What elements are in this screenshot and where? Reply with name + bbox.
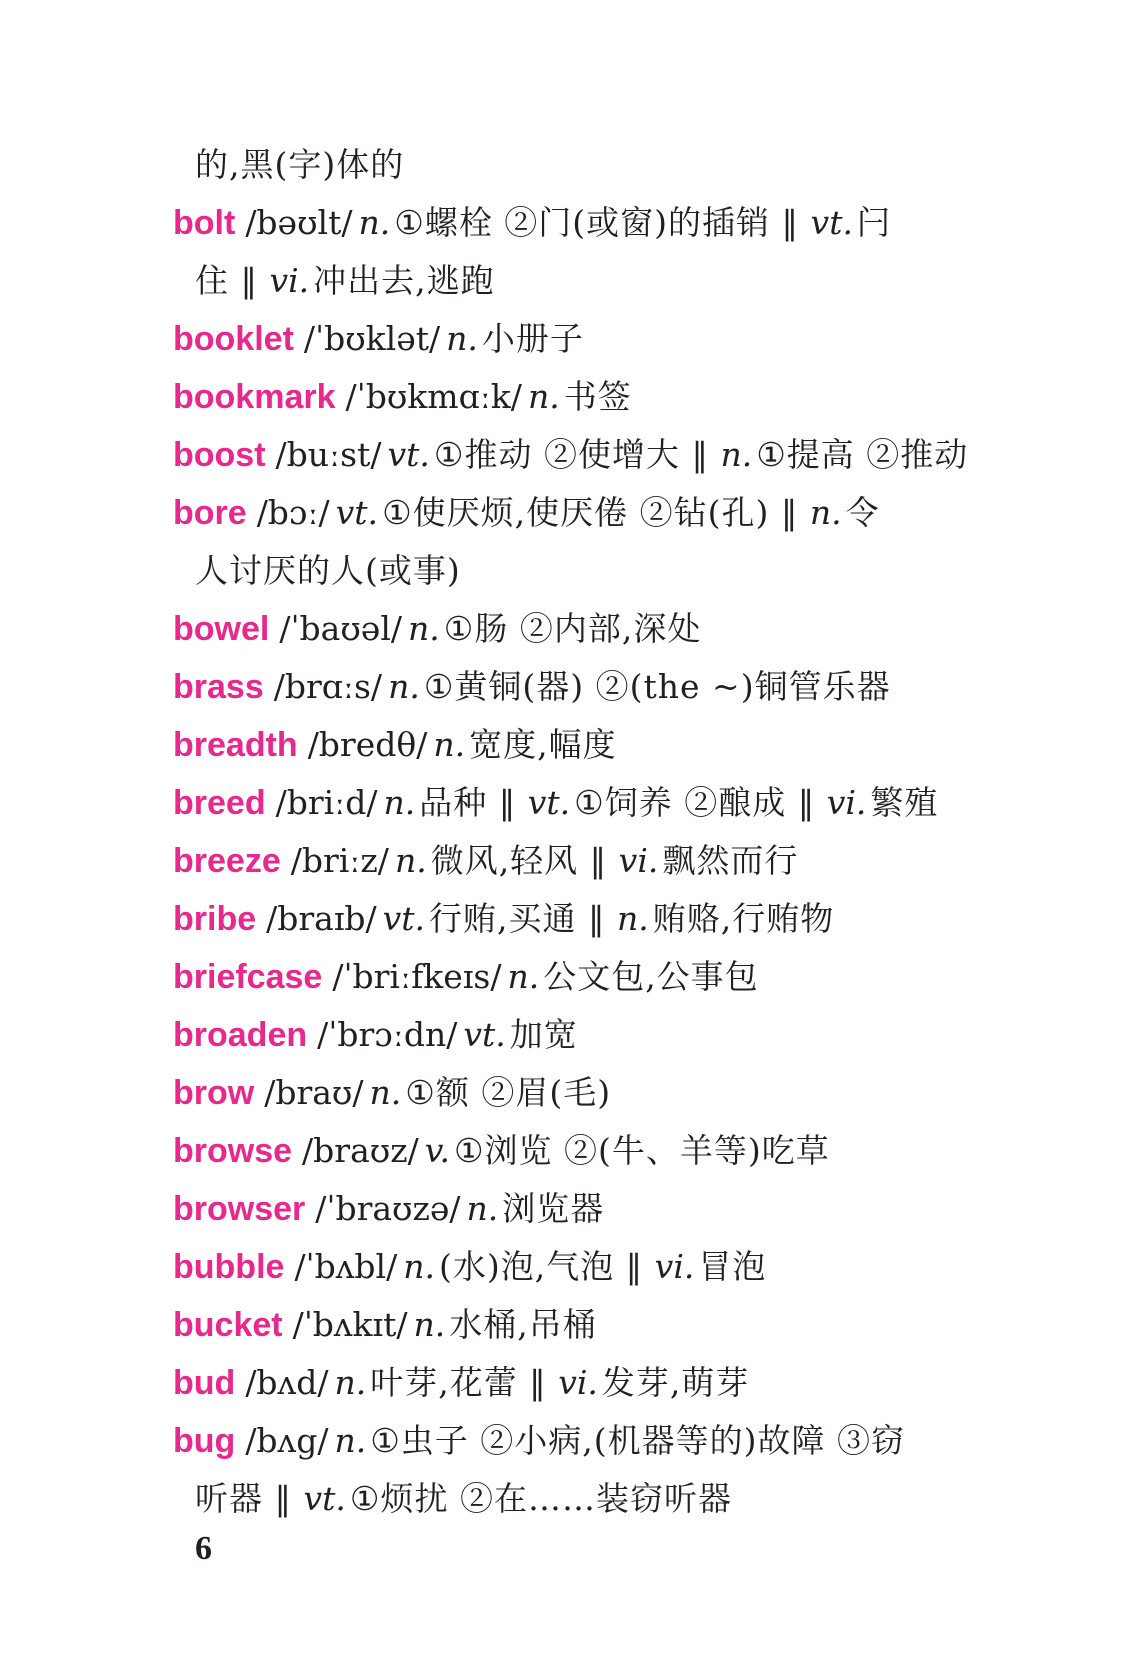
phonetic: /buːst/ (275, 435, 382, 474)
definition: 人讨厌的人(或事) (195, 551, 461, 590)
definition: ①提高 ②推动 (756, 435, 969, 474)
phonetic: /bɔː/ (256, 493, 330, 532)
part-of-speech: n. (466, 1189, 499, 1228)
part-of-speech: vt. (382, 899, 426, 938)
phonetic: /ˈbʊkmɑːk/ (345, 377, 522, 416)
entry-continuation-line (173, 542, 973, 600)
entry-line (173, 716, 973, 774)
phonetic: /braʊz/ (302, 1131, 419, 1170)
definition: 公文包,公事包 (543, 957, 759, 996)
part-of-speech: n. (334, 1421, 367, 1460)
phonetic: /briːd/ (275, 783, 378, 822)
headword: bud (173, 1364, 236, 1402)
definition: 行贿,买通 ‖ (429, 899, 618, 938)
definition: (水)泡,气泡 ‖ (438, 1247, 655, 1286)
entry-list (173, 136, 973, 1528)
part-of-speech: n. (433, 725, 466, 764)
part-of-speech: vt. (463, 1015, 506, 1054)
part-of-speech: n. (720, 435, 753, 474)
part-of-speech: n. (617, 899, 649, 938)
part-of-speech: vt. (303, 1479, 346, 1518)
page-number: 6 (195, 1530, 212, 1567)
part-of-speech: n. (388, 667, 420, 706)
phonetic: /ˈbrɔːdn/ (317, 1015, 458, 1054)
definition: ①黄铜(器) ②(the ~)铜管乐器 (423, 667, 891, 706)
headword: bookmark (173, 378, 336, 416)
entry-continuation-line (173, 136, 973, 194)
definition: 住 ‖ (195, 261, 270, 300)
part-of-speech: vi. (269, 261, 310, 300)
part-of-speech: vt. (335, 493, 379, 532)
entry-line (173, 310, 973, 368)
definition: 小册子 (481, 319, 584, 358)
headword: bucket (173, 1306, 283, 1344)
headword: breed (173, 784, 266, 822)
part-of-speech: vi. (654, 1247, 695, 1286)
definition: ①虫子 ②小病,(机器等的)故障 ③窃 (370, 1421, 906, 1460)
part-of-speech: n. (507, 957, 540, 996)
entry-line (173, 368, 973, 426)
entry-line (173, 1122, 973, 1180)
part-of-speech: vi. (826, 783, 867, 822)
phonetic: /bəʊlt/ (245, 203, 353, 242)
entry-continuation-line (173, 1470, 973, 1528)
entry-line (173, 1354, 973, 1412)
definition: 加宽 (509, 1015, 578, 1054)
headword: breeze (173, 842, 281, 880)
entry-line (173, 658, 973, 716)
phonetic: /briːz/ (290, 841, 389, 880)
part-of-speech: vi. (558, 1363, 598, 1402)
definition: ①推动 ②使增大 ‖ (433, 435, 721, 474)
part-of-speech: n. (394, 841, 427, 880)
phonetic: /ˈbriːfkeɪs/ (332, 957, 502, 996)
part-of-speech: n. (527, 377, 560, 416)
headword: bolt (173, 204, 236, 242)
definition: 叶芽,花蕾 ‖ (370, 1363, 559, 1402)
headword: brass (173, 668, 264, 706)
definition: 微风,轻风 ‖ (430, 841, 619, 880)
definition: 浏览器 (502, 1189, 605, 1228)
entry-line (173, 1296, 973, 1354)
definition: 宽度,幅度 (469, 725, 617, 764)
entry-line (173, 1064, 973, 1122)
definition: 发芽,萌芽 (601, 1363, 750, 1402)
phonetic: /bʌg/ (245, 1421, 329, 1460)
definition: ①额 ②眉(毛) (405, 1073, 612, 1112)
part-of-speech: n. (358, 203, 391, 242)
entry-line (173, 832, 973, 890)
part-of-speech: n. (408, 609, 440, 648)
headword: briefcase (173, 958, 323, 996)
definition: 冲出去,逃跑 (313, 261, 495, 300)
definition: 书签 (563, 377, 632, 416)
entry-line (173, 948, 973, 1006)
part-of-speech: n. (369, 1073, 402, 1112)
entry-line (173, 1238, 973, 1296)
headword: boost (173, 436, 266, 474)
headword: broaden (173, 1016, 308, 1054)
definition: 水桶,吊桶 (449, 1305, 597, 1344)
phonetic: /braɪb/ (266, 899, 377, 938)
part-of-speech: vt. (810, 203, 853, 242)
entry-line (173, 484, 973, 542)
entry-line (173, 1006, 973, 1064)
definition: 品种 ‖ (419, 783, 528, 822)
definition: 繁殖 (870, 783, 939, 822)
headword: brow (173, 1074, 255, 1112)
definition: 冒泡 (698, 1247, 767, 1286)
headword: bore (173, 494, 247, 532)
headword: breadth (173, 726, 298, 764)
entry-line (173, 194, 973, 252)
phonetic: /ˈbʊklət/ (303, 319, 441, 358)
part-of-speech: n. (446, 319, 478, 358)
definition: 贿赂,行贿物 (652, 899, 835, 938)
entry-continuation-line (173, 252, 973, 310)
definition: 闩 (856, 203, 891, 242)
entry-line (173, 1180, 973, 1238)
entry-line (173, 600, 973, 658)
phonetic: /brɑːs/ (273, 667, 383, 706)
entry-line (173, 890, 973, 948)
part-of-speech: n. (809, 493, 842, 532)
phonetic: /braʊ/ (264, 1073, 364, 1112)
phonetic: /bredθ/ (307, 725, 428, 764)
phonetic: /ˈbʌkɪt/ (292, 1305, 408, 1344)
definition: ①螺栓 ②门(或窗)的插销 ‖ (394, 203, 811, 242)
definition: 的,黑(字)体的 (195, 145, 405, 184)
headword: bug (173, 1422, 236, 1460)
part-of-speech: vi. (618, 841, 659, 880)
headword: browser (173, 1190, 306, 1228)
definition: 令 (845, 493, 880, 532)
headword: booklet (173, 320, 294, 358)
headword: bubble (173, 1248, 285, 1286)
entry-line (173, 774, 973, 832)
definition: 听器 ‖ (195, 1479, 304, 1518)
definition: ①浏览 ②(牛、羊等)吃草 (453, 1131, 830, 1170)
phonetic: /ˈbʌbl/ (294, 1247, 398, 1286)
definition: ①肠 ②内部,深处 (443, 609, 702, 648)
definition: ①烦扰 ②在……装窃听器 (349, 1479, 732, 1518)
phonetic: /bʌd/ (245, 1363, 329, 1402)
part-of-speech: n. (413, 1305, 446, 1344)
entry-line (173, 426, 973, 484)
definition: 飘然而行 (662, 841, 799, 880)
headword: browse (173, 1132, 293, 1170)
headword: bowel (173, 610, 270, 648)
headword: bribe (173, 900, 257, 938)
part-of-speech: vt. (527, 783, 571, 822)
part-of-speech: vt. (387, 435, 430, 474)
part-of-speech: n. (403, 1247, 435, 1286)
part-of-speech: v. (424, 1131, 450, 1170)
entry-line (173, 1412, 973, 1470)
part-of-speech: n. (334, 1363, 367, 1402)
phonetic: /ˈbaʊəl/ (279, 609, 402, 648)
phonetic: /ˈbraʊzə/ (315, 1189, 461, 1228)
definition: ①使厌烦,使厌倦 ②钻(孔) ‖ (382, 493, 810, 532)
part-of-speech: n. (383, 783, 416, 822)
definition: ①饲养 ②酿成 ‖ (574, 783, 827, 822)
